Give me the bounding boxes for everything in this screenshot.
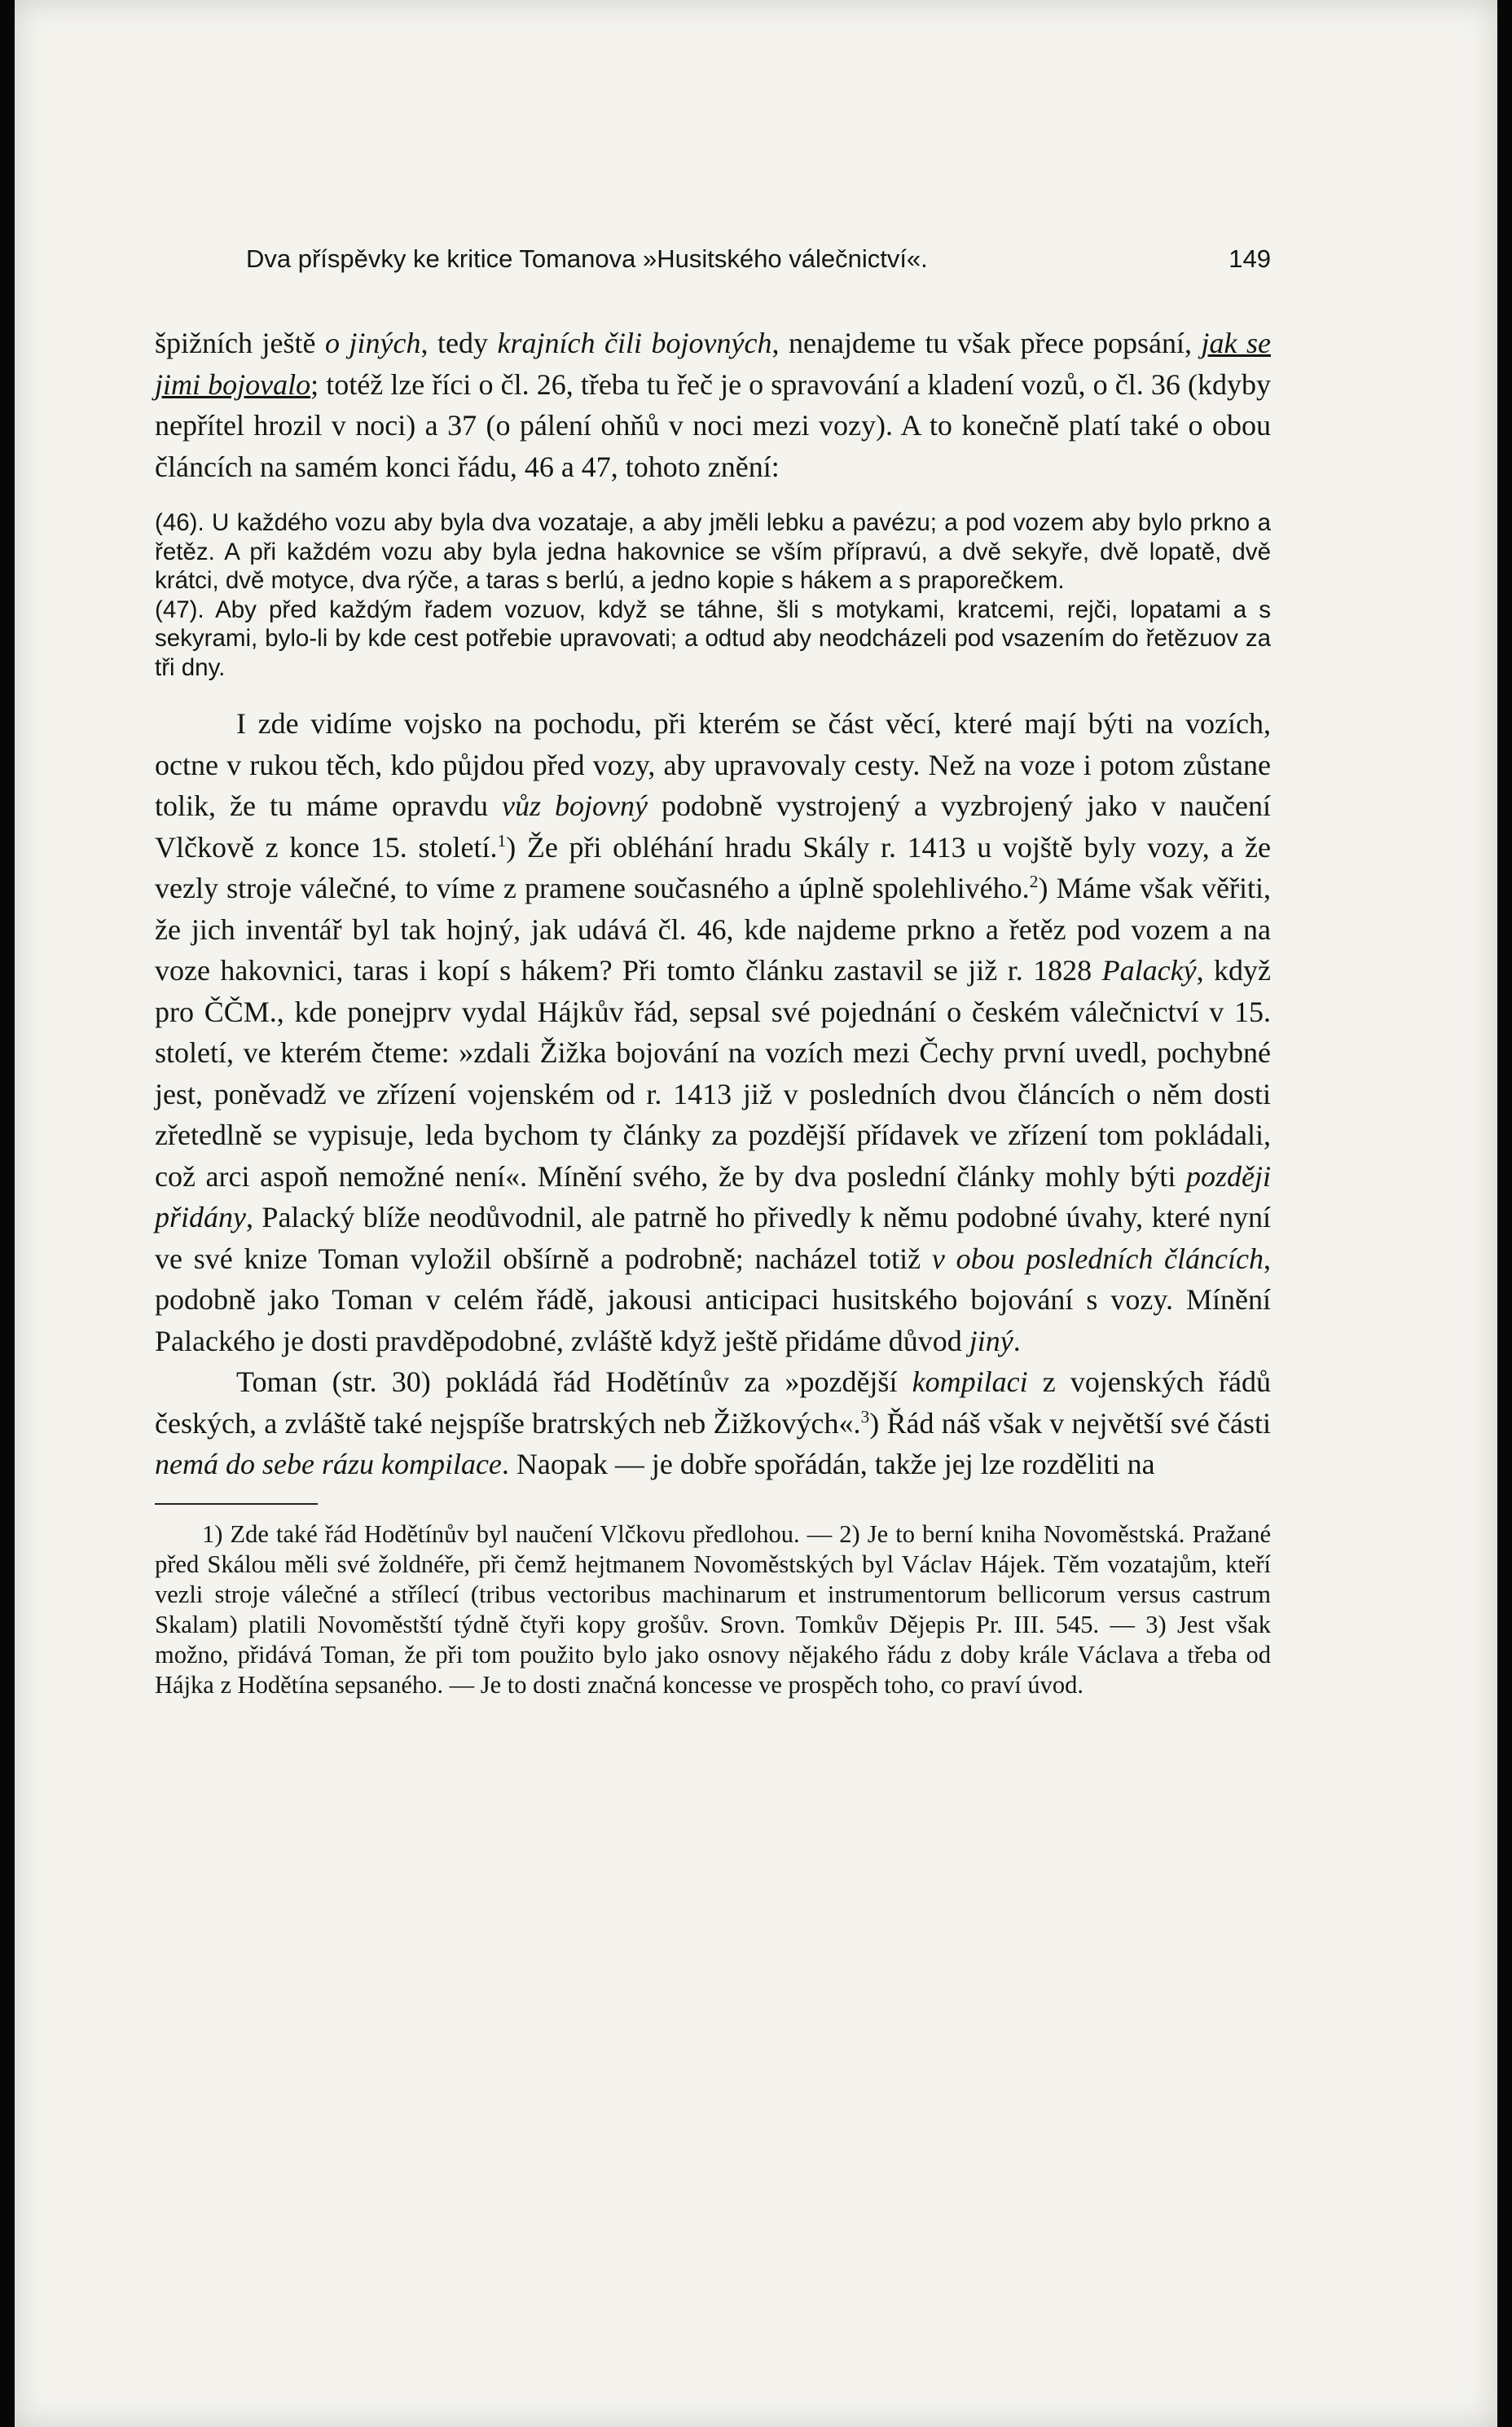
running-title: Dva příspěvky ke kritice Tomanova »Husitského válečnictví«. [246, 244, 928, 273]
page-number: 149 [1228, 244, 1271, 273]
running-header [155, 244, 1271, 274]
quoted-articles [155, 508, 1271, 682]
footnote-divider [155, 1503, 318, 1505]
paragraph-1: špižních ještě o jiných, tedy krajních čili bojovných, nenajdeme tu však přece popsání, jak se jimi bojovalo; totéž lze říci o čl. 26, třeba tu řeč je o spravování a kladení vozů, o čl. 36 (kdyby nepřítel hrozil v noci) a 37 (o pálení ohňů v noci mezi vozy). A to konečně platí také o obou článcích na samém konci řádu, 46 a 47, tohoto znění: [155, 327, 1271, 483]
book-page [15, 0, 1497, 2427]
paragraph-3: Toman (str. 30) pokládá řád Hodětínův za »pozdější kompilaci z vojenských řádů českých, a zvláště také nejspíše bratrských neb Žižkových«.$^3$) Řád náš však v největší své části nemá do sebe rázu kompilace. Naopak — je dobře spořádán, takže jej lze rozděliti na [155, 1365, 1272, 1480]
quote-article-46: (46). U každého vozu aby byla dva vozataje, a aby jměli lebku a pavézu; a pod vozem aby bylo prkno a řetěz. A při každém vozu aby byla jedna hakovnice se vším přípravú, a dvě sekyře, dvě lopatě, dvě krátci, dvě motyce, dva rýče, a taras s berlú, a jedno kopie s hákem a s praporečkem. [155, 509, 1271, 594]
footnotes [155, 1519, 1271, 1700]
main-text-continued [155, 703, 1271, 1485]
paragraph-2: I zde vidíme vojsko na pochodu, při kterém se část věcí, které mají býti na vozích, octne v rukou těch, kdo půjdou před vozy, aby upravovaly cesty. Než na voze i potom zůstane tolik, že tu máme opravdu vůz bojovný podobně vystrojený a vyzbrojený jako v naučení Vlčkově z konce 15. století.$^1$) Že při obléhání hradu Skály r. 1413 u vojště byly vozy, a že vezly stroje válečné, to víme z pramene současného a úplně spolehlivého.$^2$) Máme však věřiti, že jich inventář byl tak hojný, jak udává čl. 46, kde najdeme prkno a řetěz pod vozem a na voze hakovnici, taras i kopí s hákem? Při tomto článku zastavil se již r. 1828 Palacký, když pro ČČM., kde ponejprv vydal Hájkův řád, sepsal své pojednání o českém válečnictví v 15. století, ve kterém čteme: »zdali Žižka bojování na vozích mezi Čechy první uvedl, pochybné jest, poněvadž ve zřízení vojenském od r. 1413 již v posledních dvou článcích o něm dosti zřetedlně se vypisuje, leda bychom ty články za pozdější přídavek ve zřízení tom pokládali, což arci aspoň nemožné není«. Mínění svého, že by dva poslední články mohly býti později přidány, Palacký blíže neodůvodnil, ale patrně ho přivedly k němu podobné úvahy, které nyní ve své knize Toman vyložil obšírně a podrobně; nacházel totiž v obou posledních článcích, podobně jako Toman v celém řádě, jakousi anticipaci husitského bojování s vozy. Mínění Palackého je dosti pravděpodobné, zvláště když ještě přidáme důvod jiný. [155, 707, 1272, 1357]
quote-article-47: (47). Aby před každým řadem vozuov, když se táhne, šli s motykami, kratcemi, rejči, lopatami a s sekyrami, bylo-li by kde cest potřebie upravovati; a odtud aby neodcházeli pod vsazením do řetězuov za tři dny. [155, 596, 1271, 681]
page-content [155, 244, 1271, 1700]
main-text [155, 323, 1271, 487]
footnote-text: 1) Zde také řád Hodětínův byl naučení Vlčkovu předlohou. — 2) Je to berní kniha Novoměstská. Pražané před Skálou měli své žoldnéře, při čemž hejtmanem Novoměstských byl Václav Hájek. Těm vozatajům, kteří vezli stroje válečné a střílecí (tribus vectoribus machinarum et instrumentorum bellicorum versus castrum Skalam) platili Novoměstští týdně čtyři kopy grošův. Srovn. Tomkův Dějepis Pr. III. 545. — 3) Jest však možno, přidává Toman, že při tom použito bylo jako osnovy nějakého řádu z doby krále Václava a třeba od Hájka z Hodětína sepsaného. — Je to dosti značná koncesse ve prospěch toho, co praví úvod. [155, 1519, 1271, 1699]
